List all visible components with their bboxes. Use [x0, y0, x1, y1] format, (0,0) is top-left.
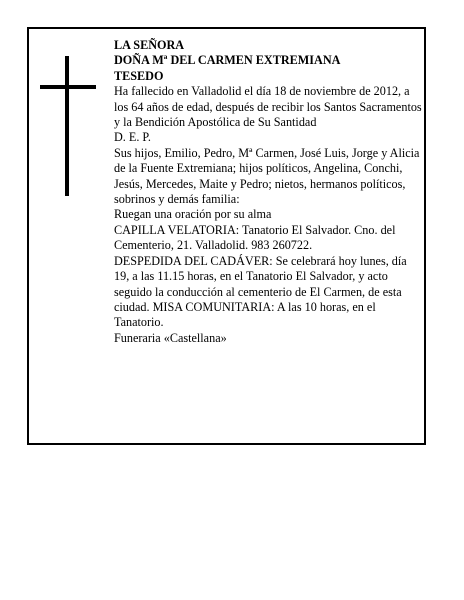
funeral-home: Funeraria «Castellana»	[114, 330, 227, 345]
death-announcement: Ha fallecido en Valladolid el día 18 de noviembre de 2012, a los 64 años de edad, después de recibir los Santos Sacramentos y la Bendición Apostólica de Su Santidad	[114, 84, 422, 130]
family-list: Sus hijos, Emilio, Pedro, Mª Carmen, José Luis, Jorge y Alicia de la Fuente Extremiana; hijos políticos, Angelina, Conchi, Jesús, Mercedes, Maite y Pedro; nietos, hermanos políticos, sobrinos y demás familia:	[114, 145, 420, 207]
chapel-info: CAPILLA VELATORIA: Tanatorio El Salvador. Cno. del Cementerio, 21. Valladolid. 983 260722.	[114, 222, 396, 253]
farewell-info: DESPEDIDA DEL CADÁVER: Se celebrará hoy lunes, día 19, a las 11.15 horas, en el Tanatorio El Salvador, y acto seguido la conducción al cementerio de El Carmen, de esta ciudad. MISA COMUNITARIA: A las 10 horas, en el Tanatorio.	[114, 253, 407, 330]
header-line-2: DOÑA Mª DEL CARMEN EXTREMIANA	[114, 53, 341, 68]
header-line-1: LA SEÑORA	[114, 38, 185, 52]
cross-vertical-bar	[65, 56, 69, 196]
header-line-3: TESEDO	[114, 68, 164, 83]
obituary-text	[114, 38, 422, 346]
rip: D. E. P.	[114, 130, 151, 145]
prayer-request: Ruegan una oración por su alma	[114, 207, 272, 222]
cross-horizontal-bar	[40, 85, 96, 89]
